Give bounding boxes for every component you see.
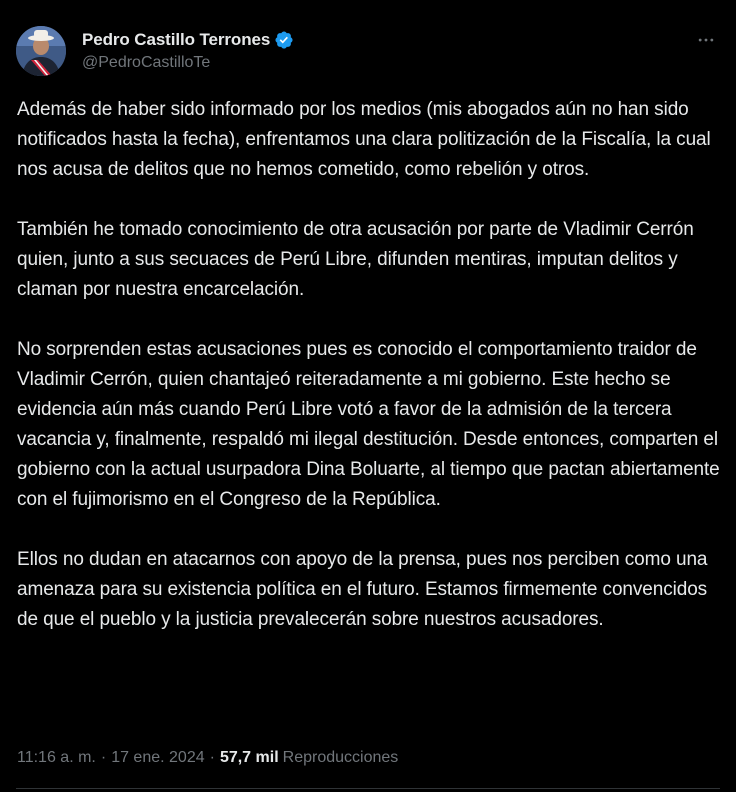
author-handle[interactable]: @PedroCastilloTe (82, 54, 211, 71)
divider (16, 788, 720, 789)
tweet-time[interactable]: 11:16 a. m. (17, 749, 96, 766)
tweet-paragraph-1: Además de haber sido informado por los medios (mis abogados aún no han sido notificados hasta la fecha), enfrentamos una clara politización de la Fiscalía, la cual nos acusa de delitos que no hemos cometido, como rebelión y otros. (17, 99, 711, 180)
avatar[interactable] (16, 26, 66, 76)
tweet-meta (17, 746, 398, 770)
more-options-button[interactable] (694, 28, 718, 52)
views-count[interactable]: 57,7 mil (219, 749, 279, 766)
meta-separator: · (100, 749, 107, 766)
tweet-date[interactable]: 17 ene. 2024 (111, 749, 205, 766)
display-name-row (82, 28, 294, 52)
more-dots-icon (696, 30, 716, 50)
verified-badge-icon[interactable] (274, 30, 294, 50)
display-name[interactable]: Pedro Castillo Terrones (82, 30, 271, 49)
avatar-image (16, 26, 66, 76)
tweet-header (16, 26, 720, 80)
meta-separator-2: · (209, 749, 215, 766)
views-label: Reproducciones (282, 749, 399, 766)
tweet-paragraph-4: Ellos no dudan en atacarnos con apoyo de la prensa, pues nos perciben como una amenaza para su existencia política en el futuro. Estamos firmemente convencidos de que el pueblo y la justicia prevalecerán sobre nuestros acusadores. (17, 549, 708, 630)
tweet-text (17, 95, 723, 635)
author-names (82, 28, 294, 72)
tweet-paragraph-3: No sorprenden estas acusaciones pues es conocido el comportamiento traidor de Vladimir Cerrón, quien chantajeó reiteradamente a mi gobierno. Este hecho se evidencia aún más cuando Perú Libre votó a favor de la admisión de la tercera vacancia y, finalmente, respaldó mi ilegal destitución. Desde entonces, comparten el gobierno con la actual usurpadora Dina Boluarte, al tiempo que pactan abiertamente con el fujimorismo en el Congreso de la República. (17, 339, 720, 510)
tweet-paragraph-2: También he tomado conocimiento de otra acusación por parte de Vladimir Cerrón quien, junto a sus secuaces de Perú Libre, difunden mentiras, imputan delitos y claman por nuestra encarcelación. (17, 219, 694, 300)
